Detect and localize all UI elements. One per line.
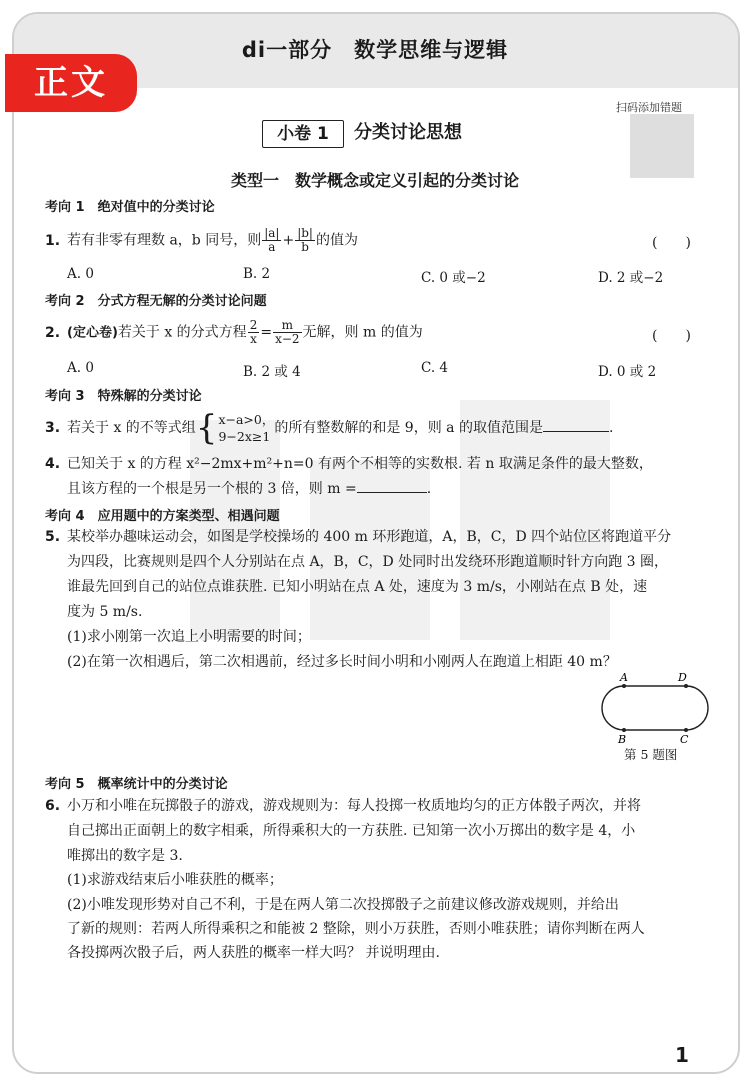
point-c [684, 728, 688, 732]
q4-line-2 [67, 478, 431, 500]
question-number: 2. [45, 324, 61, 341]
option-c: C. 0 或−2 [421, 270, 486, 286]
option-d: D. 2 或−2 [598, 270, 664, 286]
answer-blank[interactable] [357, 478, 427, 493]
q5-line: 为四段，比赛规则是四个人分别站在点 A，B，C，D 处同时出发绕环形跑道顺时针方向跑 3 圈， [67, 554, 669, 570]
track-diagram [596, 668, 716, 748]
section-heading: 考向 2 分式方程无解的分类讨论问题 [45, 294, 267, 309]
system-row: 9−2x≥1 [218, 429, 271, 444]
question-3 [45, 408, 614, 448]
volume-name: 分类讨论思想 [354, 122, 462, 143]
frac-num: 2 [249, 318, 258, 332]
q2-text: 若关于 x 的分式方程 [117, 324, 247, 341]
option-a: A. 0 [67, 360, 94, 376]
scan-label: 扫码添加错题 [616, 101, 682, 114]
section-heading: 考向 1 绝对值中的分类讨论 [45, 200, 215, 215]
option-c: C. 4 [421, 360, 449, 376]
question-4 [45, 453, 653, 475]
q4-line: 且该方程的一个根是另一个根的 3 倍，则 m = [67, 481, 357, 497]
q4-period: . [426, 481, 432, 497]
q3-text: 若关于 x 的不等式组 [67, 420, 196, 436]
section-heading: 考向 5 概率统计中的分类讨论 [45, 777, 228, 792]
question-number: 1. [45, 232, 61, 249]
question-number: 6. [45, 798, 61, 814]
fraction [295, 227, 315, 254]
system-rows [218, 411, 274, 445]
q5-line: 谁最先回到自己的站位点谁获胜. 已知小明站在点 A 处，速度为 3 m/s，小刚站在点 B 处，速 [67, 579, 648, 595]
figure-caption: 第 5 题图 [624, 747, 678, 762]
frac-den: b [301, 240, 309, 254]
fraction [262, 227, 281, 254]
section-heading: 考向 3 特殊解的分类讨论 [45, 389, 202, 404]
q5-line: 某校举办趣味运动会，如图是学校操场的 400 m 环形跑道，A，B，C，D 四个站位区将跑道平分 [67, 529, 672, 545]
q6-subquestion-2: (2)小唯发现形势对自己不利，于是在两人第二次投掷骰子之前建议修改游戏规则，并给出 [67, 897, 619, 913]
type-title: 类型一 数学概念或定义引起的分类讨论 [230, 171, 519, 190]
q1-text: 若有非零有理数 a，b 同号，则 [67, 232, 262, 249]
q4-line: 已知关于 x 的方程 x²−2mx+m²+n=0 有两个不相等的实数根. 若 n 取满足条件的最大整数， [67, 456, 653, 472]
answer-blank[interactable] [543, 417, 609, 432]
answer-paren: ( ) [652, 328, 691, 344]
option-d: D. 0 或 2 [598, 364, 657, 380]
q6-subquestion-1: (1)求游戏结束后小唯获胜的概率； [67, 872, 283, 888]
point-b [622, 728, 626, 732]
q5-line: 度为 5 m/s. [67, 604, 143, 620]
section-heading: 考向 4 应用题中的方案类型、相遇问题 [45, 509, 280, 524]
point-a [622, 684, 626, 688]
frac-den: x−2 [275, 332, 300, 346]
q6-line: 唯掷出的数字是 3. [67, 848, 183, 864]
label-d: D [678, 671, 687, 684]
question-6 [45, 795, 641, 817]
equals-sign: = [260, 324, 273, 341]
q2-text-end: 无解，则 m 的值为 [302, 324, 423, 341]
option-a: A. 0 [67, 266, 94, 282]
volume-number: 小卷 1 [262, 120, 344, 148]
answer-paren: ( ) [652, 235, 691, 251]
fraction [273, 319, 301, 346]
question-source-tag: (定心卷) [67, 325, 118, 341]
plus-sign: + [282, 232, 295, 249]
inequality-system [195, 408, 275, 448]
track-outline [602, 686, 708, 730]
option-b: B. 2 或 4 [243, 364, 301, 380]
q6-line: 自己掷出正面朝上的数字相乘，所得乘积大的一方获胜. 已知第一次小万掷出的数字是 4，小 [67, 823, 636, 839]
q1-text-end: 的值为 [315, 232, 358, 249]
system-row: x−a>0， [218, 412, 275, 427]
question-1 [45, 227, 358, 254]
question-5 [45, 526, 671, 548]
q6-line: 了新的规则：若两人所得乘积之和能被 2 整除，则小万获胜，否则小唯获胜；请你判断在两人 [67, 921, 645, 937]
point-d [684, 684, 688, 688]
section-tag: 正文 [5, 54, 137, 112]
page-number: 1 [675, 1043, 689, 1067]
label-c: C [680, 733, 689, 746]
q5-subquestion-2: (2)在第一次相遇后，第二次相遇前，经过多长时间小明和小刚两人在跑道上相距 40 m？ [67, 654, 617, 670]
frac-den: x [250, 332, 257, 346]
brace-symbol: { [195, 408, 218, 448]
label-a: A [620, 671, 628, 684]
frac-num: m [273, 319, 301, 333]
question-2 [45, 319, 423, 346]
question-number: 5. [45, 529, 61, 545]
q6-line: 小万和小唯在玩掷骰子的游戏，游戏规则为：每人投掷一枚质地均匀的正方体骰子两次，并将 [67, 798, 641, 814]
option-b: B. 2 [243, 266, 271, 282]
q3-period: . [608, 420, 614, 436]
q5-subquestion-1: (1)求小刚第一次追上小明需要的时间； [67, 629, 311, 645]
q6-line: 各投掷两次骰子后，两人获胜的概率一样大吗？ 并说明理由. [67, 945, 440, 961]
frac-den: a [268, 240, 276, 254]
q3-text-end: 的所有整数解的和是 9，则 a 的取值范围是 [274, 420, 543, 436]
part-title: di一部分 数学思维与逻辑 [241, 38, 509, 62]
label-b: B [618, 733, 627, 746]
question-number: 3. [45, 420, 61, 436]
fraction [248, 319, 260, 346]
frac-num: |a| [264, 226, 280, 240]
frac-num: |b| [297, 226, 313, 240]
question-number: 4. [45, 456, 61, 472]
